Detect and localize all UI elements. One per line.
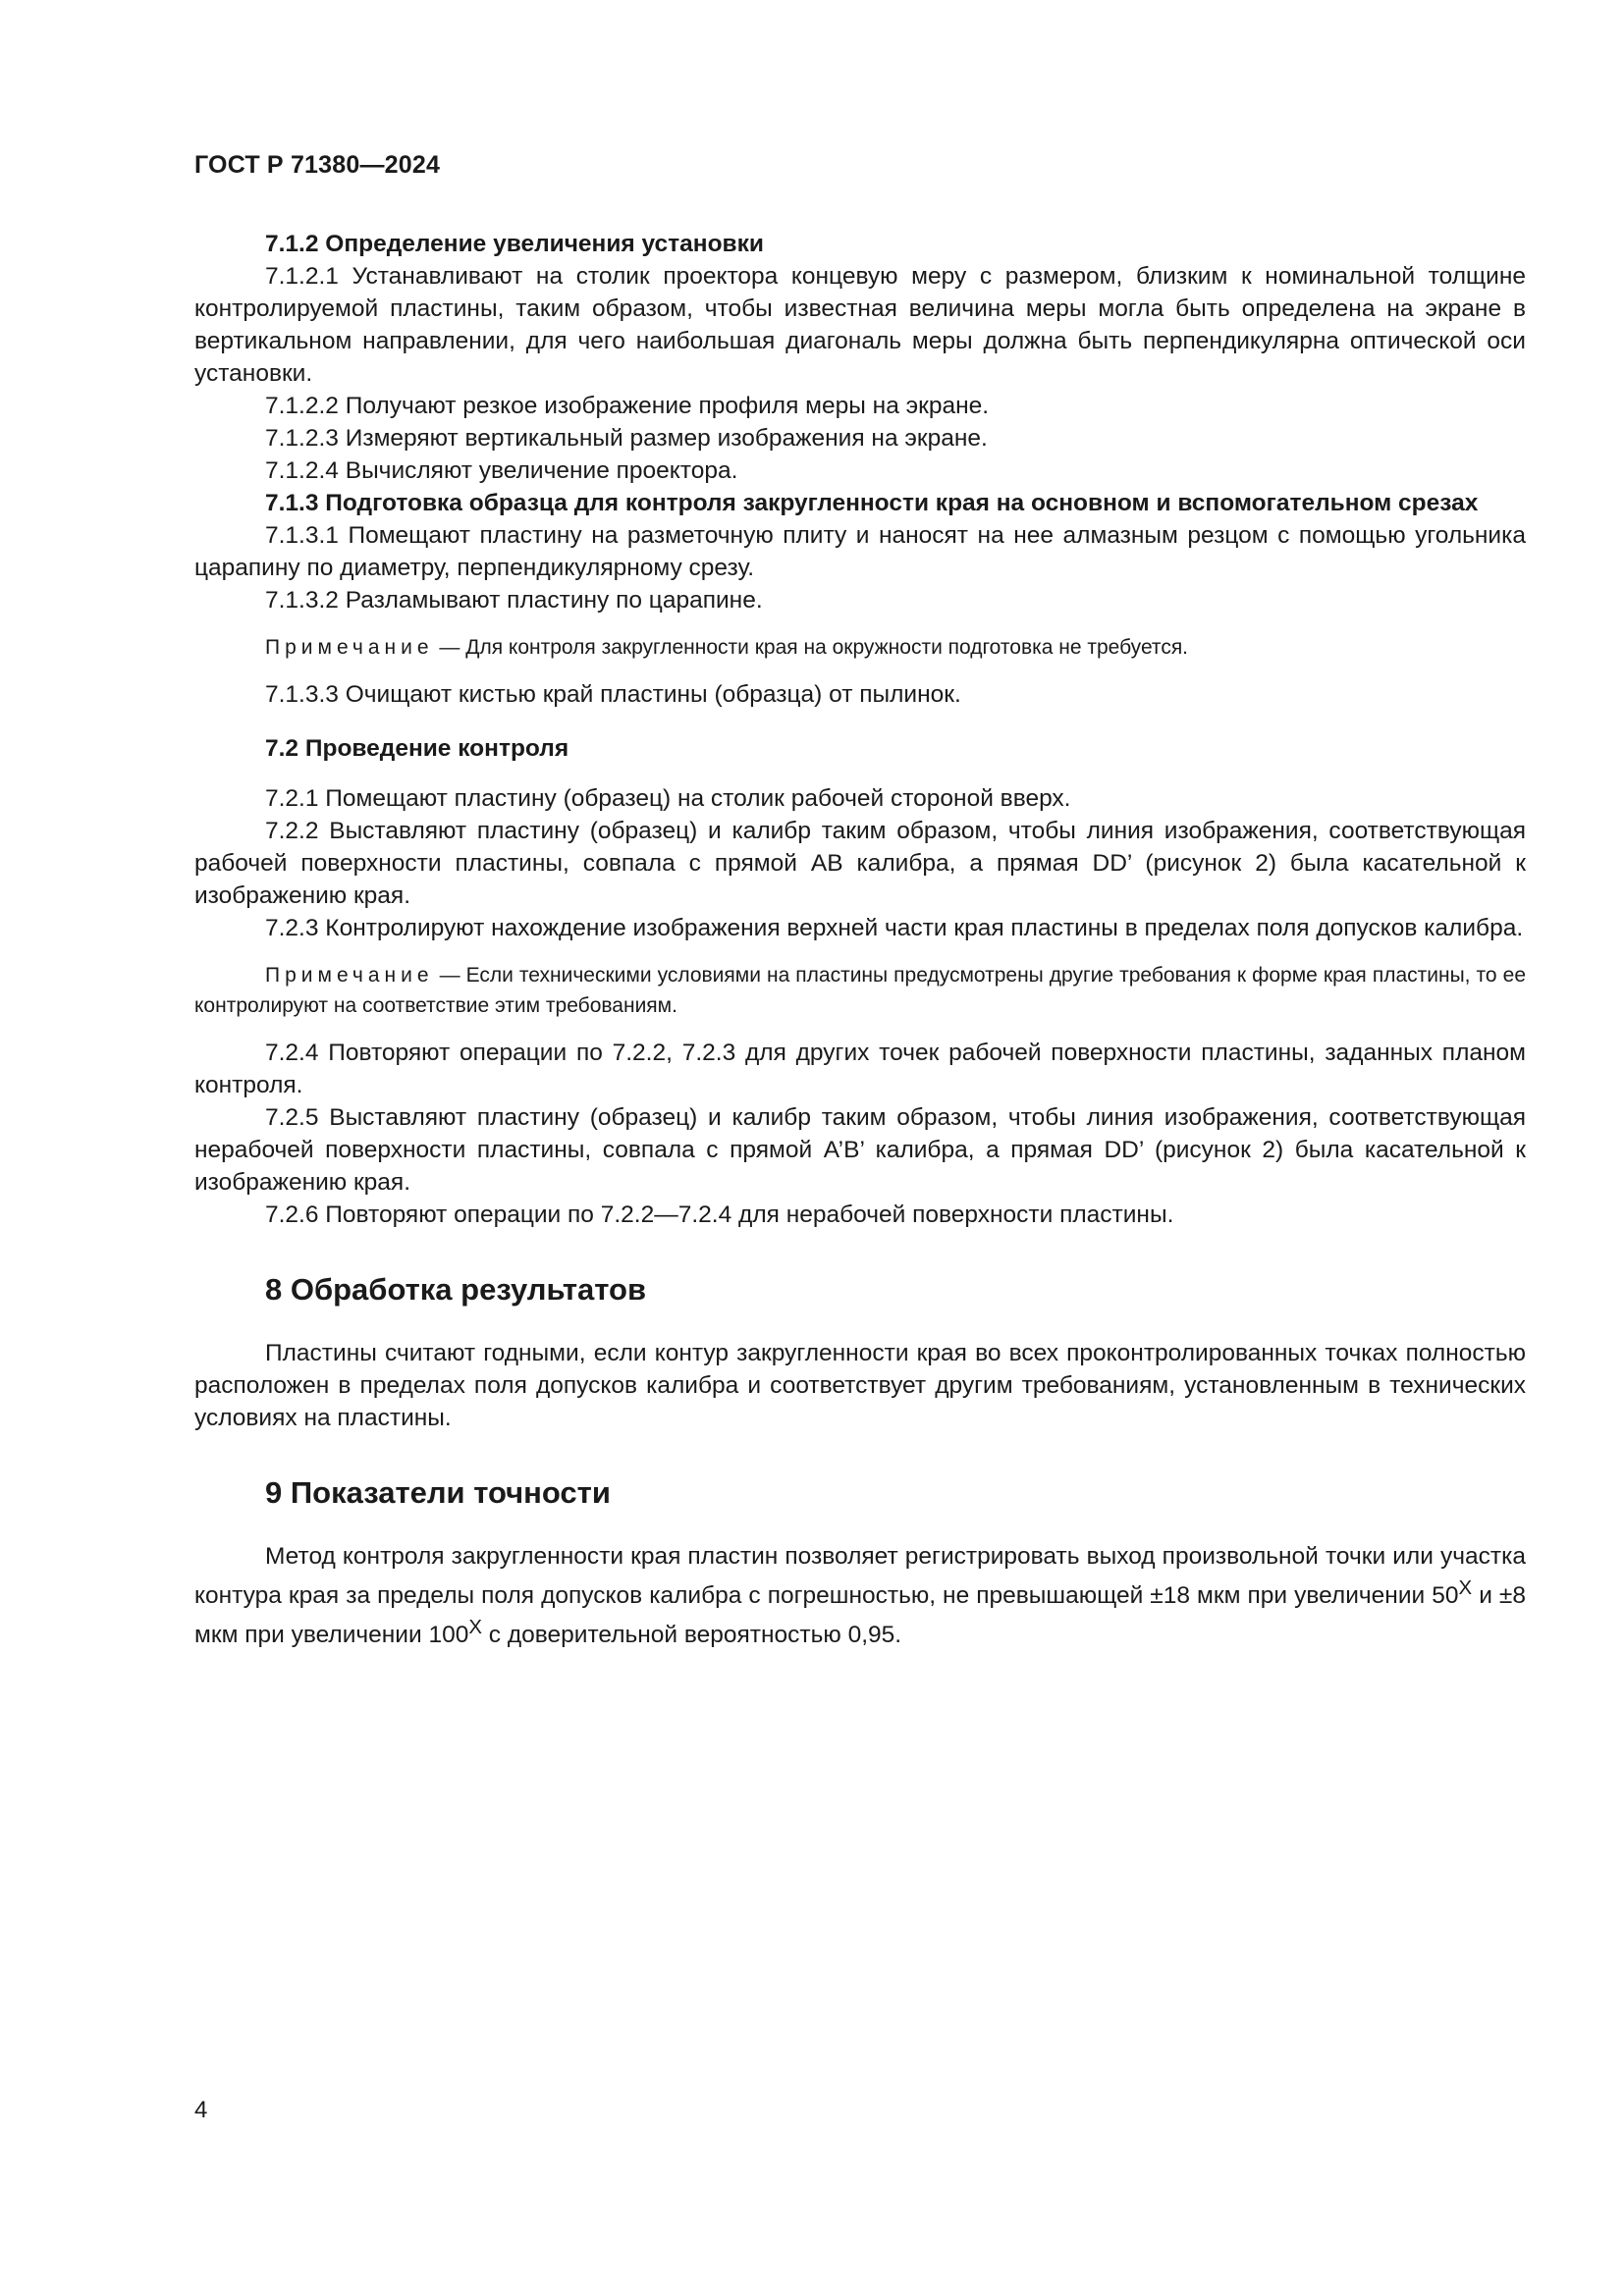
paragraph-9-part-a: Метод контроля закругленности края пластин позволяет регистрировать выход произвольной точки или участка контура края за пределы поля допусков калибра с погрешностью, не превышающей ±18 мкм при увеличении 50 xyxy=(194,1543,1526,1610)
section-heading-9: 9 Показатели точности xyxy=(265,1475,611,1510)
paragraph-7-1-2-2: 7.1.2.2 Получают резкое изображение профиля меры на экране. xyxy=(265,393,990,419)
section-heading-7-1-2: 7.1.2 Определение увеличения установки xyxy=(265,231,764,257)
section-heading-8: 8 Обработка результатов xyxy=(265,1272,647,1307)
note-text: — Если техническими условиями на пластины предусмотрены другие требования к форме края пластины, то ее контролируют на соответствие этим требованиям. xyxy=(194,964,1526,1017)
note-label: Примечание xyxy=(265,636,434,659)
note-7-2 xyxy=(194,960,1526,1021)
paragraph-8: Пластины считают годными, если контур закругленности края во всех проконтролированных точках полностью расположен в пределах поля допусков калибра и соответствует другим требованиям, установленным в технических условиях на пластины. xyxy=(194,1340,1526,1431)
section-heading-7-2: 7.2 Проведение контроля xyxy=(265,735,569,762)
paragraph-7-2-2: 7.2.2 Выставляют пластину (образец) и калибр таким образом, чтобы линия изображения, соответствующая рабочей поверхности пластины, совпала с прямой АВ калибра, а прямая DD’ (рисунок 2) была касательной к изображению края. xyxy=(194,818,1526,909)
document-body xyxy=(194,228,1526,1651)
paragraph-7-1-3-2: 7.1.3.2 Разламывают пластину по царапине. xyxy=(265,587,763,614)
section-heading-7-1-3: 7.1.3 Подготовка образца для контроля закругленности края на основном и вспомогательном срезах xyxy=(265,490,1479,516)
paragraph-7-2-5: 7.2.5 Выставляют пластину (образец) и калибр таким образом, чтобы линия изображения, соответствующая нерабочей поверхности пластины, совпала с прямой А’В’ калибра, а прямая DD’ (рисунок 2) была касательной к изображению края. xyxy=(194,1104,1526,1196)
paragraph-7-2-6: 7.2.6 Повторяют операции по 7.2.2—7.2.4 для нерабочей поверхности пластины. xyxy=(265,1201,1174,1228)
note-label: Примечание xyxy=(265,964,434,987)
paragraph-9-part-b: и ±8 мкм при увеличении 100 xyxy=(194,1582,1526,1649)
paragraph-7-2-3: 7.2.3 Контролируют нахождение изображения верхней части края пластины в пределах поля допусков калибра. xyxy=(265,915,1524,941)
paragraph-9-part-c: с доверительной вероятностью 0,95. xyxy=(481,1622,902,1649)
paragraph-7-1-2-4: 7.1.2.4 Вычисляют увеличение проектора. xyxy=(265,457,738,484)
note-text: — Для контроля закругленности края на окружности подготовка не требуется. xyxy=(433,636,1189,659)
note-7-1-3 xyxy=(194,632,1526,663)
paragraph-7-1-2-3: 7.1.2.3 Измеряют вертикальный размер изображения на экране. xyxy=(265,425,988,452)
paragraph-9 xyxy=(194,1540,1526,1651)
paragraph-7-1-3-1: 7.1.3.1 Помещают пластину на разметочную плиту и наносят на нее алмазным резцом с помощью угольника царапину по диаметру, перпендикулярному срезу. xyxy=(194,522,1526,581)
magnification-superscript: X xyxy=(1458,1577,1473,1599)
magnification-superscript: X xyxy=(468,1617,482,1639)
paragraph-7-2-4: 7.2.4 Повторяют операции по 7.2.2, 7.2.3 для других точек рабочей поверхности пластины, заданных планом контроля. xyxy=(194,1040,1526,1098)
paragraph-7-1-3-3: 7.1.3.3 Очищают кистью край пластины (образца) от пылинок. xyxy=(265,681,961,708)
document-header: ГОСТ Р 71380—2024 xyxy=(194,151,441,179)
paragraph-7-1-2-1: 7.1.2.1 Устанавливают на столик проектора концевую меру с размером, близким к номинальной толщине контролируемой пластины, таким образом, чтобы известная величина меры могла быть определена на экране в вертикальном направлении, для чего наибольшая диагональ меры должна быть перпендикулярна оптической оси установки. xyxy=(194,263,1526,387)
paragraph-7-2-1: 7.2.1 Помещают пластину (образец) на столик рабочей стороной вверх. xyxy=(265,785,1071,812)
page-number: 4 xyxy=(194,2097,208,2123)
